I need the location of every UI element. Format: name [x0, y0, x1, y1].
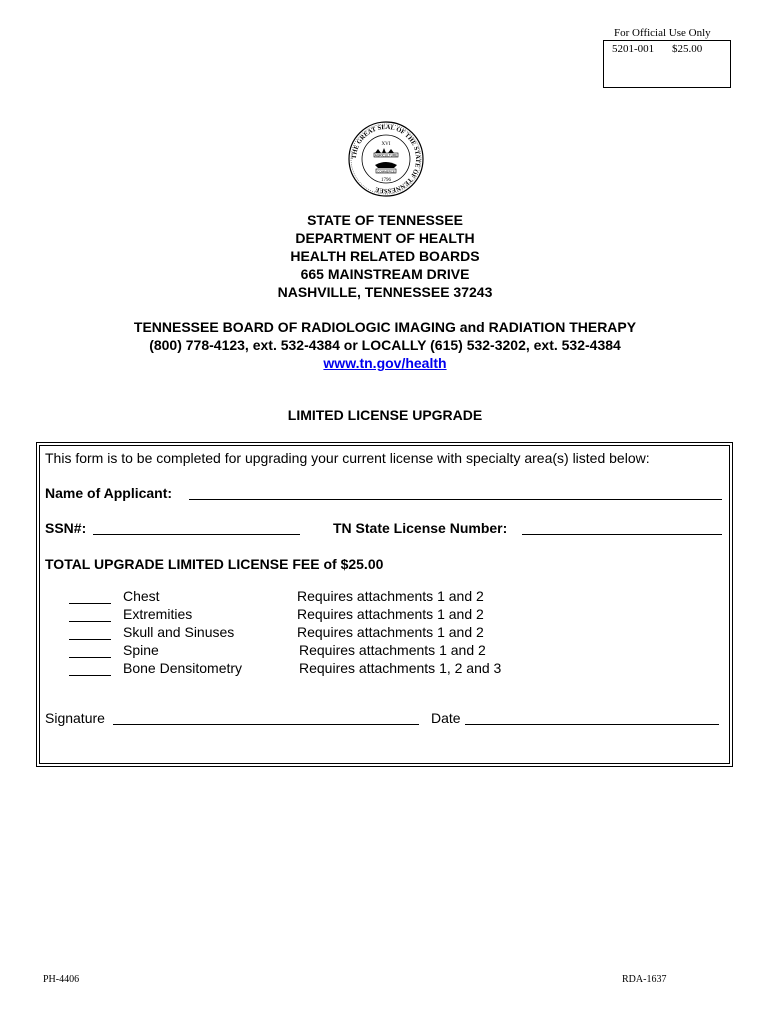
signature-field[interactable]: [113, 710, 419, 725]
header-line-4: 665 MAINSTREAM DRIVE: [300, 266, 470, 282]
date-label: Date: [431, 710, 461, 726]
header-line-2: DEPARTMENT OF HEALTH: [295, 230, 475, 246]
specialty-req-bone-densitometry: Requires attachments 1, 2 and 3: [299, 660, 502, 676]
svg-text:THE GREAT SEAL OF THE STATE OF: [351, 124, 421, 194]
specialty-name-chest: Chest: [123, 588, 160, 604]
board-phone: (800) 778-4123, ext. 532-4384 or LOCALLY (615) 532-3202, ext. 532-4384: [149, 337, 621, 353]
specialty-req-chest: Requires attachments 1 and 2: [297, 588, 484, 604]
ssn-field[interactable]: [93, 520, 300, 535]
website-link[interactable]: www.tn.gov/health: [323, 355, 447, 371]
form-title: LIMITED LICENSE UPGRADE: [287, 407, 483, 423]
header-line-3: HEALTH RELATED BOARDS: [290, 248, 480, 264]
official-use-label: For Official Use Only: [614, 27, 711, 39]
applicant-name-field[interactable]: [189, 485, 722, 500]
specialty-req-spine: Requires attachments 1 and 2: [299, 642, 486, 658]
seal-commerce: COMMERCE: [377, 169, 395, 174]
ssn-label: SSN#:: [45, 520, 87, 536]
license-number-field[interactable]: [522, 520, 722, 535]
specialty-req-skull: Requires attachments 1 and 2: [297, 624, 484, 640]
signature-label: Signature: [45, 710, 105, 726]
specialty-name-skull: Skull and Sinuses: [123, 624, 235, 640]
specialty-check-bone-densitometry[interactable]: [69, 662, 111, 676]
specialty-name-extremities: Extremities: [123, 606, 193, 622]
specialty-check-spine[interactable]: [69, 644, 111, 658]
specialty-name-spine: Spine: [123, 642, 159, 658]
total-fee-text: TOTAL UPGRADE LIMITED LICENSE FEE of $25.00: [45, 556, 384, 572]
official-fee: $25.00: [672, 43, 703, 55]
specialty-check-extremities[interactable]: [69, 608, 111, 622]
official-code: 5201-001: [612, 43, 655, 55]
applicant-name-label: Name of Applicant:: [45, 485, 173, 501]
seal-year: 1796: [381, 178, 391, 183]
state-seal-logo: [347, 120, 425, 198]
seal-outer-text: THE GREAT SEAL OF THE STATE OF TENNESSEE: [350, 123, 422, 195]
seal-roman: XVI: [381, 142, 391, 147]
specialty-check-skull[interactable]: [69, 626, 111, 640]
date-field[interactable]: [465, 710, 719, 725]
footer-form-code: PH-4406: [43, 974, 80, 985]
seal-agriculture: AGRICULTURE: [374, 153, 398, 158]
board-name: TENNESSEE BOARD OF RADIOLOGIC IMAGING and RADIATION THERAPY: [133, 319, 637, 335]
header-line-1: STATE OF TENNESSEE: [307, 212, 463, 228]
form-intro: This form is to be completed for upgrading your current license with specialty area(s) listed below:: [45, 450, 650, 466]
footer-rda-code: RDA-1637: [622, 974, 667, 985]
specialty-req-extremities: Requires attachments 1 and 2: [297, 606, 484, 622]
specialty-name-bone-densitometry: Bone Densitometry: [123, 660, 243, 676]
license-number-label: TN State License Number:: [333, 520, 508, 536]
header-line-5: NASHVILLE, TENNESSEE 37243: [277, 284, 493, 300]
specialty-check-chest[interactable]: [69, 590, 111, 604]
